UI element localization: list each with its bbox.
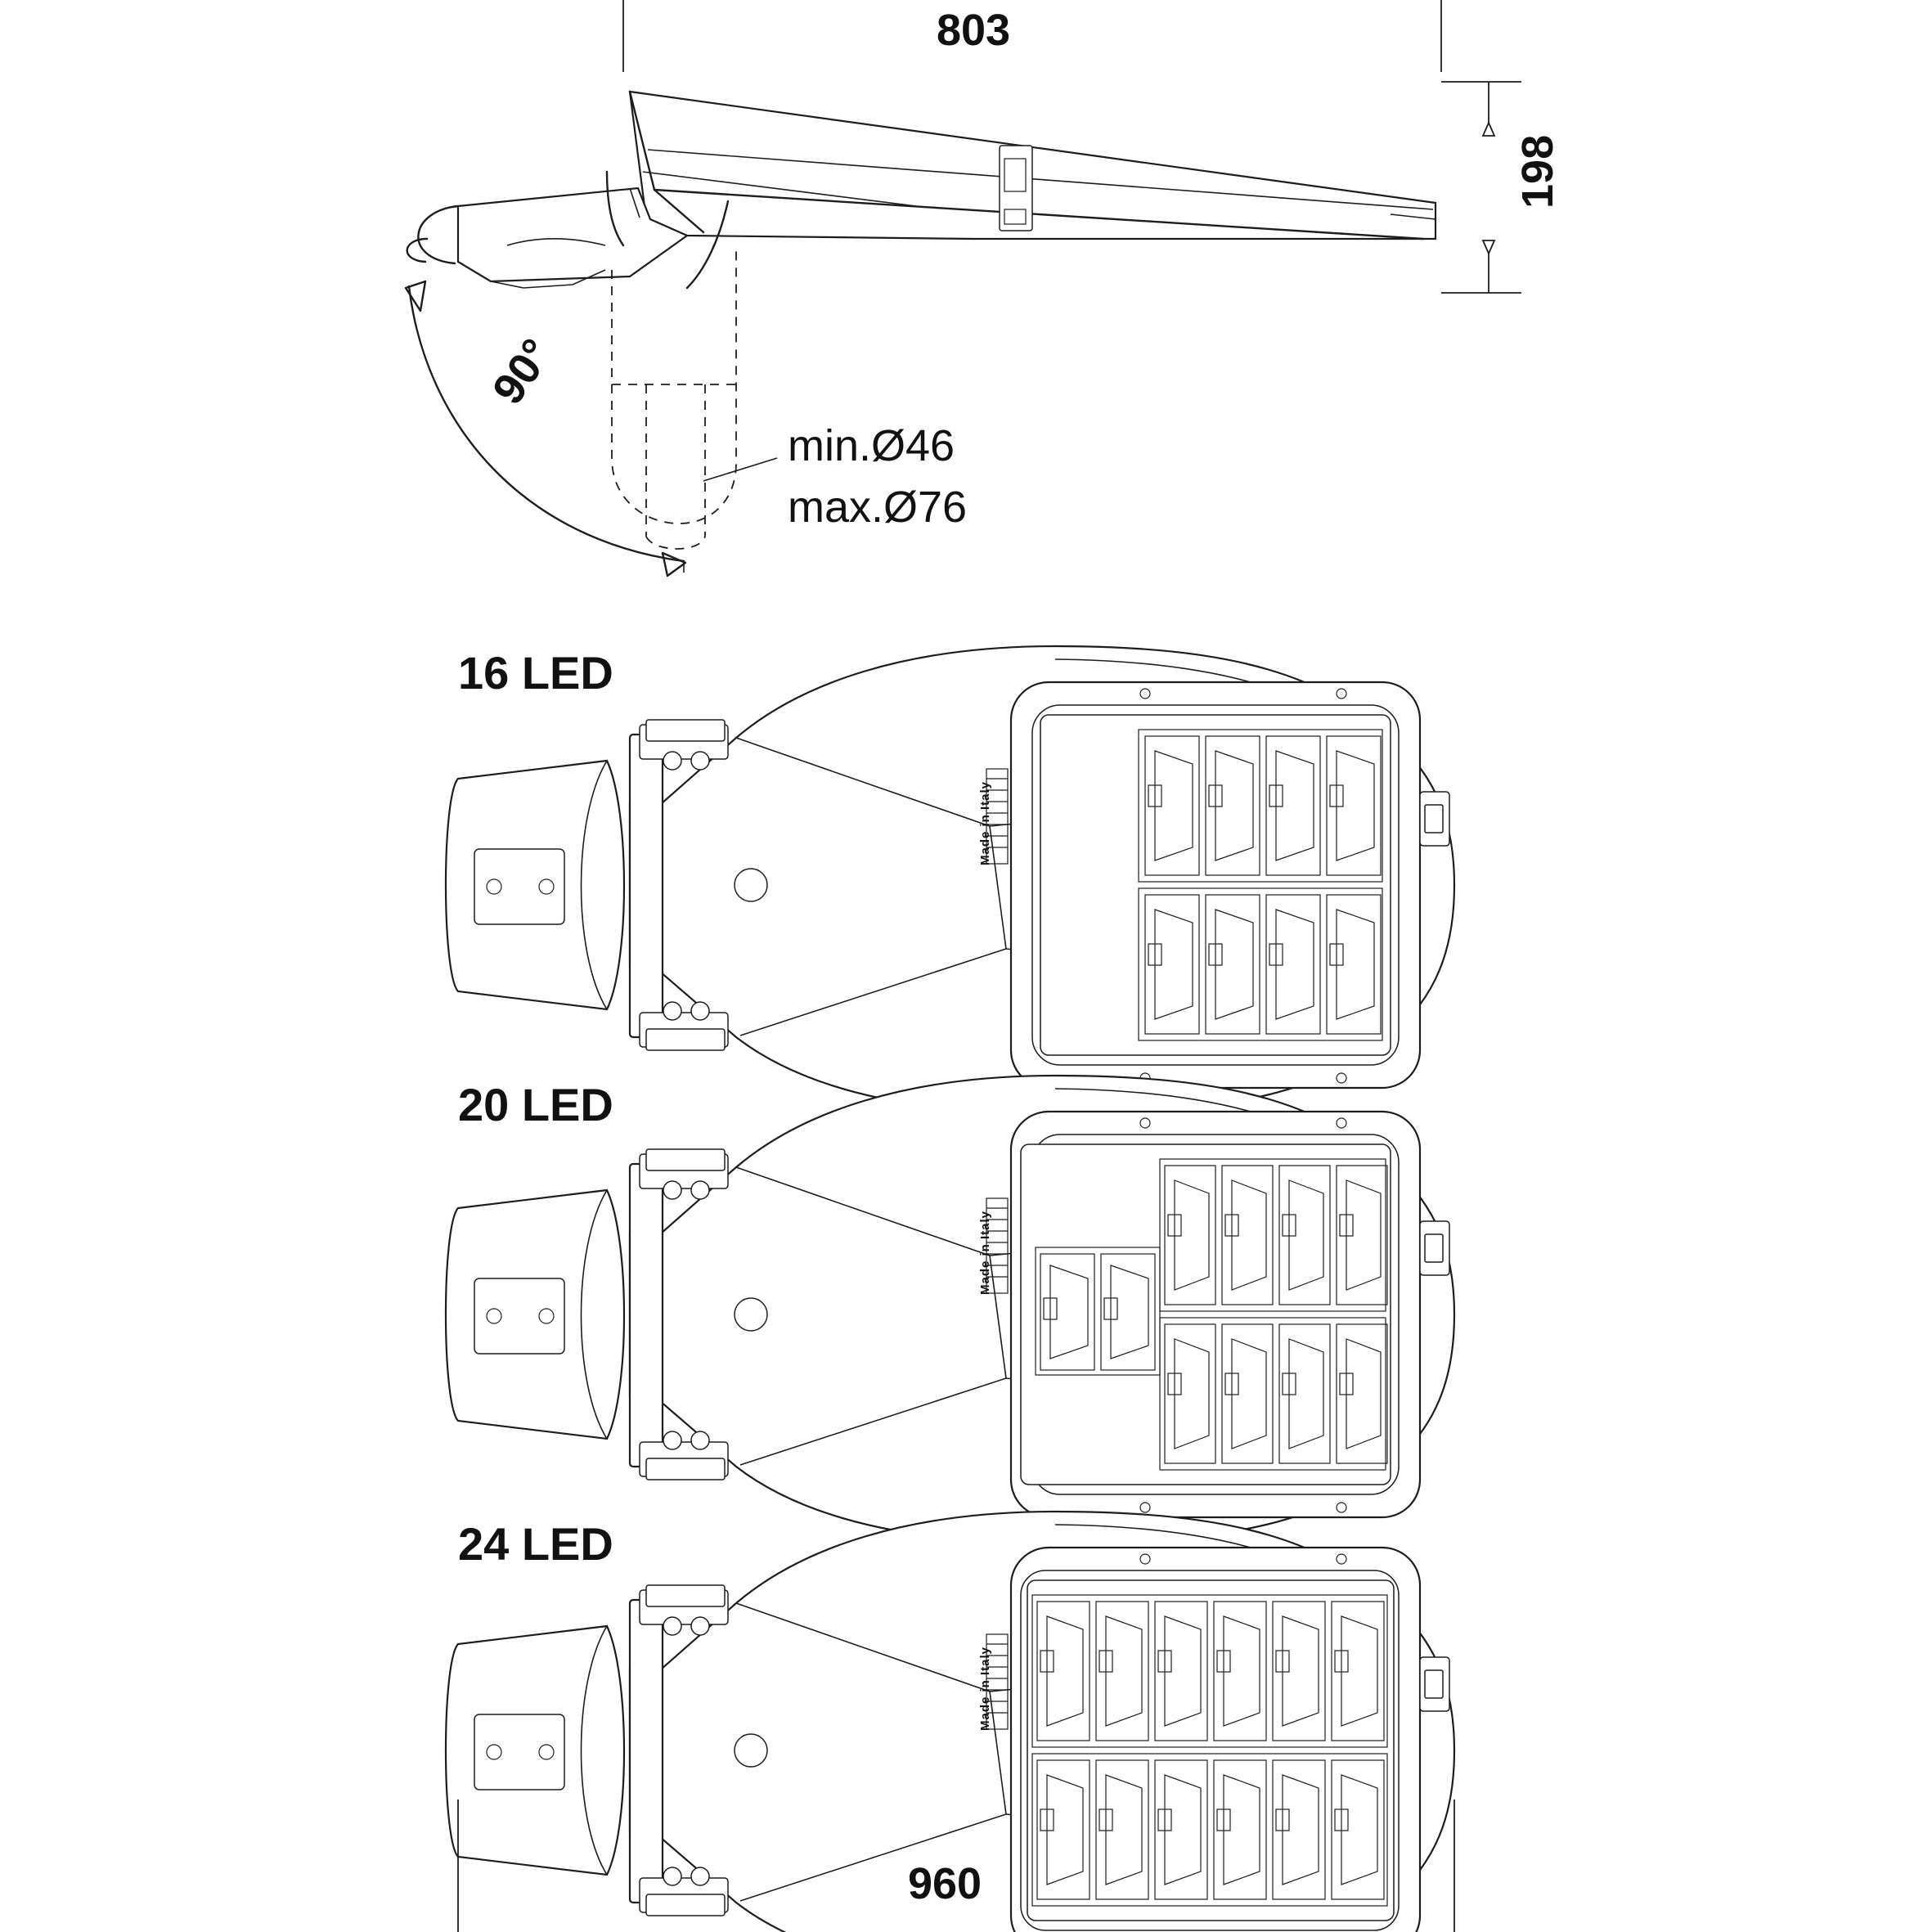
variant-label-16-led: 16 LED: [458, 647, 613, 699]
dimension-label-pole-min: min.Ø46: [788, 421, 955, 470]
dimension-label-pole-max: max.Ø76: [788, 483, 968, 532]
view-16-led: [446, 646, 1454, 1114]
view-20-led: [446, 1076, 1454, 1543]
made-in-italy-mark-20: Made in Italy: [978, 1210, 992, 1295]
dimension-label-length-top: 803: [936, 6, 1011, 55]
variant-label-20-led: 20 LED: [458, 1079, 613, 1130]
dimension-label-tilt-angle: 90°: [483, 330, 562, 413]
dimension-label-length-bottom: 960: [907, 1859, 982, 1908]
made-in-italy-mark-24: Made in Italy: [978, 1646, 992, 1731]
dimension-label-height: 198: [1513, 134, 1562, 209]
side-view-luminaire: [407, 92, 1436, 549]
variant-label-24-led: 24 LED: [458, 1518, 613, 1570]
made-in-italy-mark-16: Made in Italy: [978, 780, 992, 865]
tilt-arc: [406, 281, 685, 576]
